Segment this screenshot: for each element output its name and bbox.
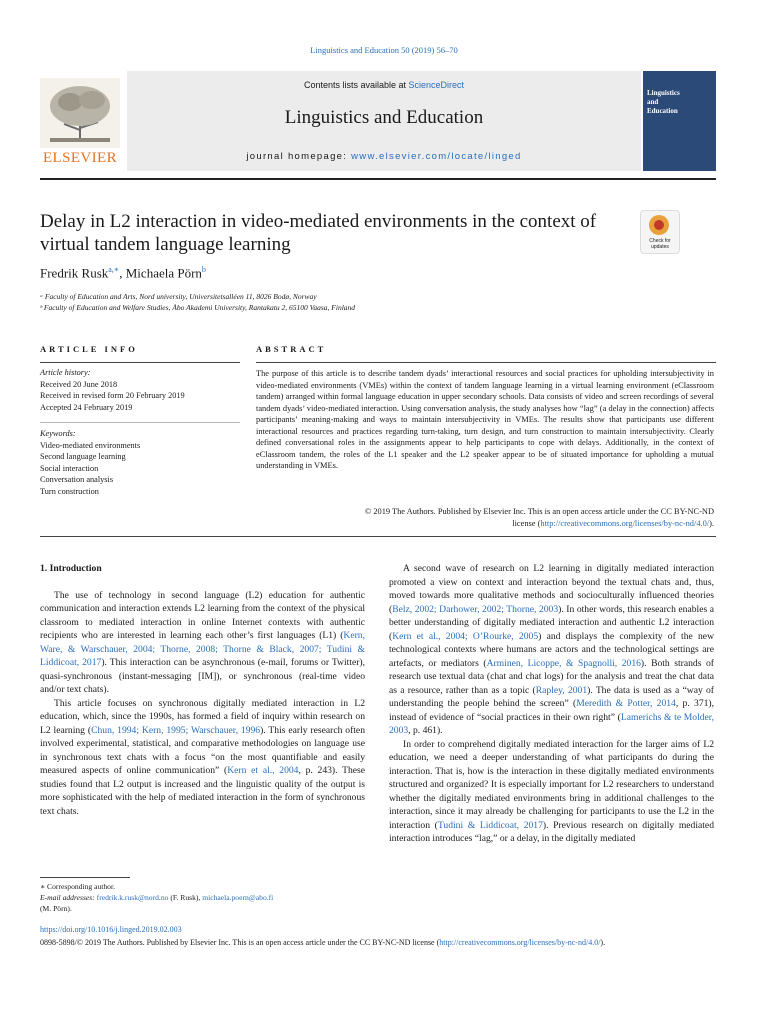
text-run: ). This interaction can be asynchronous (e-mail, forums or Twitter), quasi-synchronous (instant-messaging [IM]), or synchronous (real-time video and/or text chats). [40,657,365,695]
email-addresses [40,892,365,903]
author-2-sup[interactable]: b [201,265,206,274]
author-1-sup[interactable]: a,∗ [108,265,120,274]
corresponding-author: ∗ Corresponding author. [40,882,115,891]
issn-license [40,937,716,949]
keyword: Conversation analysis [40,475,114,484]
right-column [389,562,714,846]
text-run: ). In other words, this research enables a better understanding of digitally mediated interaction and authentic L2 interaction ( [389,603,714,642]
copyright-text: © 2019 The Authors. Published by Elsevier Inc. This is an open access article under the CC BY-NC-ND [364,507,714,516]
history-label: Article history: [40,368,91,377]
citation-link[interactable]: Kern, Ware, & Warschauer, 2004; Thorne, 2008; Thorne & Black, 2007; Tudini & Liddicoat, 2017 [40,630,365,668]
text-run: In order to comprehend digitally mediated interaction for the larger aims of L2 education, we need a deeper understanding of what participants do during the interaction. That is, how is the interaction in these digitally mediated environments structured and organized? It is especially important for L2 researchers to understand whether the digitally mediated environments bring in additional challenges to the interaction, since it may already be challenging for participants to use the L2 in the interaction ( [389,738,714,831]
citation-link[interactable]: Belz, 2002; Darhower, 2002; Thorne, 2003 [392,603,559,615]
text-run: , p. 243). These studies found that L2 output is increased and the linguistic quality of the output is more sophisticated with the help of mediated interaction in the form of synchronous text chats. [40,765,365,817]
journal-citation[interactable]: Linguistics and Education 50 (2019) 56–70 [310,45,458,55]
paragraph [389,562,714,738]
cover-title-3: Education [647,107,678,115]
info-divider [40,422,240,423]
email-link[interactable]: michaela.poern@abo.fi [202,893,274,902]
check-for-updates-button[interactable] [640,210,680,254]
journal-title: Linguistics and Education [284,107,484,128]
footnote-rule [40,877,130,878]
text-run: ). The data is used as a “way of understanding the people behind the screen” ( [389,684,714,709]
citation-link[interactable]: Arminen, Licoppe, & Spagnolli, 2016 [486,657,641,669]
check-updates-icon [649,215,669,235]
keyword: Second language learning [40,452,126,461]
left-column [40,562,365,818]
affiliation-b: ᵇ Faculty of Education and Welfare Studies, Åbo Akademi University, Rantakatu 2, 65100 Vaasa, Finland [40,303,356,312]
article-info-heading: ARTICLE INFO [40,344,138,354]
received-date: Received 20 June 2018 [40,379,118,389]
citation-link[interactable]: Chun, 1994; Kern, 1995; Warschauer, 1996 [91,724,261,736]
author-separator: , [119,265,126,281]
email-owner-2: (M. Pörn). [40,904,72,913]
citation-link[interactable]: Lamerichs & te Molder, 2003 [389,711,715,736]
contents-prefix: Contents lists available at [303,80,409,90]
cover-title-1: Linguistics [647,89,680,97]
affiliation-a: ᵃ Faculty of Education and Arts, Nord university, Universitetsalléen 11, 8026 Bodø, Norway [40,292,317,301]
email-label: E-mail addresses: [40,893,97,902]
citation-link[interactable]: Kern et al., 2004 [227,765,299,776]
abstract-copyright [256,506,714,529]
section-heading: 1. Introduction [40,563,102,574]
author-1[interactable]: Fredrik Rusk [40,265,109,281]
paragraph [40,589,365,697]
check-updates-label: Check for updates [649,238,671,250]
revised-date: Received in revised form 20 February 2019 [40,391,185,400]
sciencedirect-link[interactable]: ScienceDirect [408,80,465,90]
email-owner: (F. Rusk), [168,893,203,902]
doi-link[interactable]: https://doi.org/10.1016/j.linged.2019.02.003 [40,925,182,934]
abstract-bottom-rule [40,536,716,537]
article-history [40,367,240,413]
keyword: Social interaction [40,463,99,473]
license-suffix: ). [709,518,714,528]
license-link[interactable]: http://creativecommons.org/licenses/by-nc-nd/4.0/ [540,518,710,528]
email-link[interactable]: fredrik.k.rusk@nord.no [96,893,169,902]
citation-link[interactable]: Tudini & Liddicoat, 2017 [437,819,543,831]
authors [40,265,206,281]
paragraph [40,697,365,819]
text-run: A second wave of research on L2 learning in digitally mediated interaction promoted a view on context and interaction beyond the textual chats and, thus, moved towards more qualitative methods and socioculturally influenced theories ( [389,563,714,615]
text-run: ) and displays the complexity of the new technological contexts where humans are actors and the technological settings are artefacts, or mediators ( [389,630,714,669]
abstract-rule [256,362,716,363]
header-rule [40,178,716,180]
contents-available [127,80,641,90]
article-title: Delay in L2 interaction in video-mediated environments in the context of virtual tandem language learning [40,211,597,255]
issn-suffix: ). [600,938,606,947]
abstract-heading: ABSTRACT [256,344,327,354]
citation-link[interactable]: Rapley, 2001 [535,684,588,696]
keywords-label: Keywords: [40,429,76,438]
abstract-text: The purpose of this article is to describe tandem dyads’ interactional resources and social practices for upholding intersubjectivity in video-mediated environments (VMEs) within the context of tandem language learning in a virtual learning environment (eClassroom tandem) arranged within formal language education in upper secondary schools. Data consists of video and screen recordings of several tandem dyads’ video-mediated interaction. Using conversation analysis, the study analyses how “lag” (a delay in the connection) affects participants’ meaning-making and ways to maintain intersubjectivity in VMEs. The results show that participants use different interactional resources and practices regarding turn-taking, turn design, and turn construction to maintain intersubjectivity. Clearly defined conversational roles in the assignments appear to help participants to cope with delays. Additionally, in the context of eClassroom tandem, the roles of the L1 speaker and the L2 speaker appear to be of situated importance for upholding a mutual understanding in VMEs. [256,369,714,470]
text-run: ). Previous research on digitally mediated interaction introduces “lag,” or a delay, in the digitally mediated [389,819,714,844]
keywords [40,428,240,497]
cover-title [647,89,680,116]
text-run: This article focuses on synchronous digitally mediated interaction in L2 education, which, since the 1990s, has formed a field of inquiry within research on L2 learning ( [40,697,365,736]
citation-link[interactable]: Meredith & Potter, 2014 [576,698,676,709]
journal-homepage [127,151,641,162]
text-run: , p. 371), instead of evidence of “social practices in their own right” ( [389,698,715,723]
keyword: Turn construction [40,486,99,496]
accepted-date: Accepted 24 February 2019 [40,402,133,412]
text-run: ). Both strands of research use textual data (chat and chat logs) for the analysis and treat the chat data as a resource, rather than as a topic ( [389,657,714,696]
keyword: Video-mediated environments [40,440,141,450]
text-run: The use of technology in second language (L2) education for authentic communication and interaction extends L2 learning from the context of the physical classroom to mediated interaction in online Internet contexts with authentic recipients who are interested in learning each other’s first languages (L1) ( [40,589,365,641]
text-run: , p. 461). [408,725,443,736]
paragraph [389,738,714,846]
homepage-link[interactable]: www.elsevier.com/locate/linged [351,151,522,162]
homepage-prefix: journal homepage: [246,151,352,162]
cover-title-2: and [647,98,659,106]
license-link[interactable]: http://creativecommons.org/licenses/by-nc-nd/4.0/ [439,938,601,947]
elsevier-wordmark: ELSEVIER [42,150,118,166]
issn-text: 0898-5898/© 2019 The Authors. Published by Elsevier Inc. This is an open access article under the CC BY-NC-ND license ( [40,938,440,947]
footnote [40,881,365,914]
citation-link[interactable]: Kern et al., 2004; O’Rourke, 2005 [392,630,539,642]
journal-cover-image[interactable] [643,71,716,171]
license-prefix: license ( [512,518,541,528]
author-2[interactable]: Michaela Pörn [125,265,202,281]
info-rule [40,362,240,363]
text-run: ). This early research often involved experimental, statistical, and comparative methodologies on language use in synchronous text chats with a focus “on the most quantifiable and easily measured aspects of online communication” ( [40,724,365,776]
